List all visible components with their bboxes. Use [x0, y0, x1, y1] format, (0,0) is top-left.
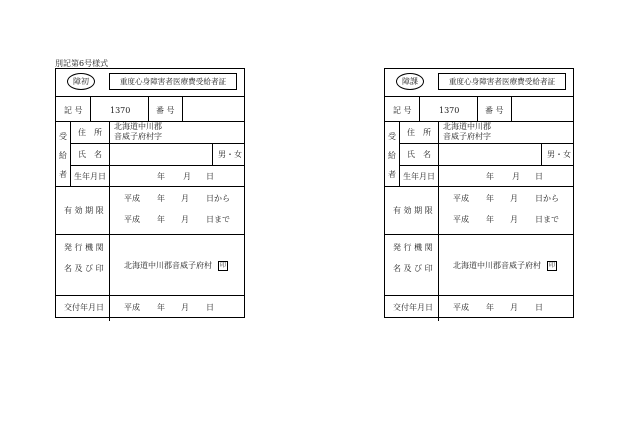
- kigo-label: 記 号: [393, 106, 412, 115]
- issue-date-year: 年: [486, 303, 494, 312]
- form-number-caption: 別記第6号様式: [55, 59, 109, 68]
- issue-date-month: 月: [181, 303, 189, 312]
- validity-to-year: 年: [486, 215, 494, 224]
- recipient-vertical-2: 給: [388, 151, 396, 160]
- official-seal-mark: 印: [548, 262, 555, 269]
- gender-field: 男・女: [218, 150, 242, 159]
- recipient-vertical-1: 受: [388, 132, 396, 141]
- address-label: 住 所: [407, 128, 431, 137]
- badge-oval: 障課: [396, 73, 424, 90]
- validity-label: 有 効 期 限: [64, 206, 104, 215]
- badge-oval: 障初: [67, 73, 95, 90]
- validity-from-day: 日から: [535, 194, 559, 203]
- issuer-label-1: 発 行 機 関: [393, 243, 433, 252]
- name-label: 氏 名: [407, 150, 431, 159]
- validity-from-year: 年: [157, 194, 165, 203]
- validity-from-day: 日から: [206, 194, 230, 203]
- name-label: 氏 名: [78, 150, 102, 159]
- dob-label: 生年月日: [403, 172, 435, 181]
- validity-to-era: 平成: [453, 215, 469, 224]
- certificate-form-right: [384, 68, 574, 318]
- validity-from-month: 月: [181, 194, 189, 203]
- recipient-vertical-3: 者: [388, 170, 396, 179]
- dob-year: 年: [486, 172, 494, 181]
- dob-day: 日: [535, 172, 543, 181]
- address-line-1: 北海道中川郡: [443, 122, 491, 131]
- dob-month: 月: [183, 172, 191, 181]
- issuer-name: 北海道中川郡音威子府村: [124, 261, 212, 270]
- dob-day: 日: [206, 172, 214, 181]
- validity-to-month: 月: [181, 215, 189, 224]
- issue-date-label: 交付年月日: [393, 303, 433, 312]
- recipient-vertical-2: 給: [59, 151, 67, 160]
- kigo-value: 1370: [439, 106, 460, 115]
- gender-field: 男・女: [547, 150, 571, 159]
- bango-label: 番 号: [485, 106, 504, 115]
- kigo-label: 記 号: [64, 106, 83, 115]
- issue-date-era: 平成: [453, 303, 469, 312]
- bango-label: 番 号: [156, 106, 175, 115]
- certificate-form-left: [55, 68, 245, 318]
- issue-date-day: 日: [535, 303, 543, 312]
- issuer-label-2: 名 及 び 印: [393, 264, 433, 273]
- validity-label: 有 効 期 限: [393, 206, 433, 215]
- validity-to-day: 日まで: [206, 215, 230, 224]
- certificate-title: 重度心身障害者医療費受給者証: [438, 73, 566, 90]
- issue-date-year: 年: [157, 303, 165, 312]
- issue-date-label: 交付年月日: [64, 303, 104, 312]
- certificate-title: 重度心身障害者医療費受給者証: [109, 73, 237, 90]
- issue-date-month: 月: [510, 303, 518, 312]
- dob-year: 年: [157, 172, 165, 181]
- dob-label: 生年月日: [74, 172, 106, 181]
- dob-month: 月: [512, 172, 520, 181]
- official-seal-mark: 印: [219, 262, 226, 269]
- address-label: 住 所: [78, 128, 102, 137]
- address-line-2: 音威子府村字: [443, 132, 491, 141]
- issue-date-era: 平成: [124, 303, 140, 312]
- issue-date-day: 日: [206, 303, 214, 312]
- issuer-label-2: 名 及 び 印: [64, 264, 104, 273]
- validity-from-era: 平成: [453, 194, 469, 203]
- validity-to-month: 月: [510, 215, 518, 224]
- issuer-label-1: 発 行 機 関: [64, 243, 104, 252]
- address-line-1: 北海道中川郡: [114, 122, 162, 131]
- recipient-vertical-1: 受: [59, 132, 67, 141]
- recipient-vertical-3: 者: [59, 170, 67, 179]
- validity-from-era: 平成: [124, 194, 140, 203]
- validity-from-month: 月: [510, 194, 518, 203]
- validity-to-year: 年: [157, 215, 165, 224]
- kigo-value: 1370: [110, 106, 131, 115]
- address-line-2: 音威子府村字: [114, 132, 162, 141]
- validity-to-day: 日まで: [535, 215, 559, 224]
- validity-to-era: 平成: [124, 215, 140, 224]
- issuer-name: 北海道中川郡音威子府村: [453, 261, 541, 270]
- validity-from-year: 年: [486, 194, 494, 203]
